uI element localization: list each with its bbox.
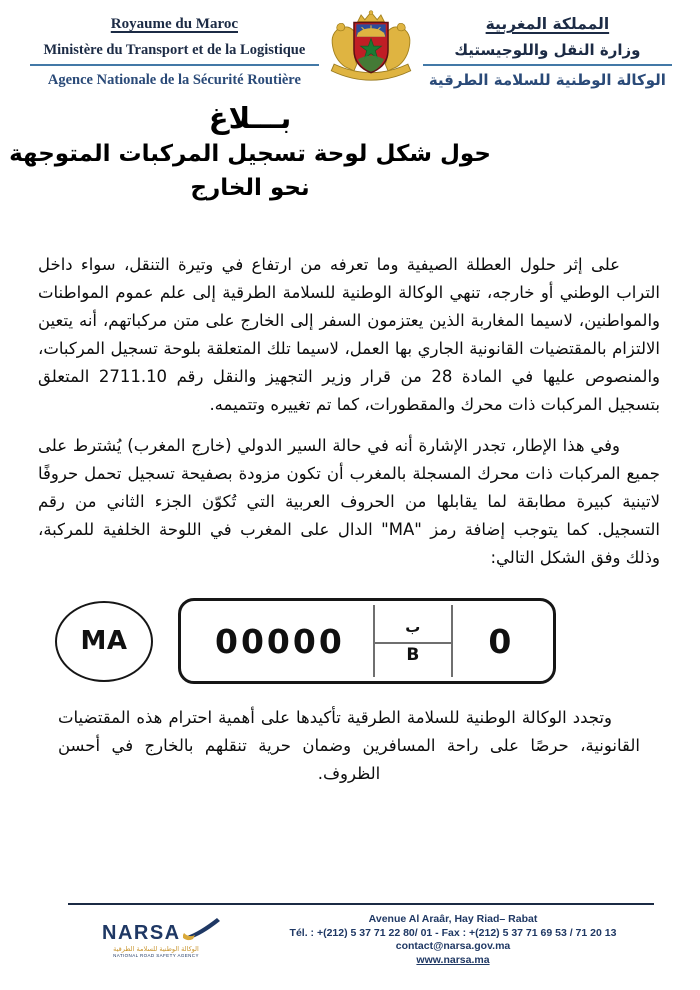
swoosh-icon [183, 916, 221, 942]
series-divider-line [375, 642, 451, 644]
title-subtitle-line2: نحو الخارج [190, 175, 310, 201]
narsa-wordmark: NARSA [102, 922, 181, 944]
country-code: MA [80, 626, 128, 656]
plate-region-digit: 0 [488, 621, 512, 661]
header-rule-left [30, 64, 319, 66]
narsa-logo-english-caption: NATIONAL ROAD SAFETY AGENCY [113, 953, 199, 958]
closing-text [0, 704, 700, 788]
narsa-logo [102, 910, 252, 959]
header-rule-right [423, 64, 672, 66]
plate-illustration [0, 598, 700, 684]
letterhead [0, 0, 700, 90]
coat-of-arms-icon [319, 10, 423, 88]
letterhead-french [30, 10, 319, 90]
website-link[interactable]: www.narsa.ma [416, 953, 490, 966]
page-footer [68, 903, 654, 967]
title-subtitle-line1: حول شكل لوحة تسجيل المركبات المتوجهة [9, 141, 491, 167]
narsa-logo-arabic-caption: الوكالة الوطنية للسلامة الطرقية [113, 945, 199, 953]
kingdom-name-fr: Royaume du Maroc [110, 16, 238, 32]
communique-title-block [0, 100, 500, 205]
ministry-name-ar: وزارة النقل واللوجيستيك [454, 41, 641, 59]
series-letter-latin: B [406, 644, 420, 665]
agency-name-ar: الوكالة الوطنية للسلامة الطرقية [428, 71, 666, 89]
address-line: Avenue Al Araâr, Hay Riad– Rabat [368, 913, 538, 925]
letterhead-arabic [423, 10, 672, 90]
license-plate [178, 598, 556, 684]
paragraph-plate-requirement: وفي هذا الإطار، تجدر الإشارة أنه في حالة السير الدولي (خارج المغرب) يُشترط على جميع المركبات ذات محرك المسجلة بالمغرب أن تكون مزودة بصفيحة تسجيل تحمل حروفًا لاتينية كبيرة مطابقة لما يقابلها من الحروف العربية التي تُكوّن الجزء الثاني من رقم التسجيل. كما يتوجب إضافة رمز "MA" الدال على المغرب في اللوحة الخلفية للمركبة، وذلك وفق الشكل التالي: [38, 436, 660, 567]
body-text [0, 251, 700, 572]
plate-serial-digits: 00000 [215, 621, 345, 661]
plate-series-box [373, 605, 453, 677]
contact-block [252, 910, 654, 967]
country-oval-sticker [55, 601, 153, 682]
email-link[interactable]: contact@narsa.gov.ma [395, 940, 511, 952]
paragraph-legal-context: على إثر حلول العطلة الصيفية وما تعرفه من ارتفاع في وتيرة التنقل، سواء داخل التراب الوطني أو خارجه، تنهي الوكالة الوطنية للسلامة الطرقية إلى علم عموم المواطنات والمواطنين، لاسيما المغاربة الذين يعتزمون السفر إلى الخارج على متن مركباتهم، أنه يتعين الالتزام بالمقتضيات القانونية الجاري بها العمل، لاسيما تلك المتعلقة بلوحة تسجيل المركبات، والمنصوص عليها في المادة 28 من قرار وزير التجهيز والنقل رقم 2711.10 المتعلق بتسجيل المركبات ذات محرك والمقطورات، كما تم تغييره وتتميمه. [38, 255, 660, 414]
title-main: بـــلاغ [208, 101, 292, 135]
ministry-name-fr: Ministère du Transport et de la Logistique [43, 42, 306, 58]
phone-fax-line: Tél. : +(212) 5 37 71 22 80/ 01 - Fax : +(212) 5 37 71 69 53 / 71 20 13 [289, 926, 617, 939]
agency-name-fr: Agence Nationale de la Sécurité Routière [47, 72, 301, 88]
series-letter-arabic: ب [405, 617, 421, 636]
kingdom-name-ar: المملكة المغربية [485, 15, 610, 33]
paragraph-closing: وتجدد الوكالة الوطنية للسلامة الطرقية تأكيدها على أهمية احترام هذه المقتضيات القانونية، حرصًا على راحة المسافرين وضمان حرية تنقلهم بالخارج في أحسن الظروف. [58, 708, 640, 783]
